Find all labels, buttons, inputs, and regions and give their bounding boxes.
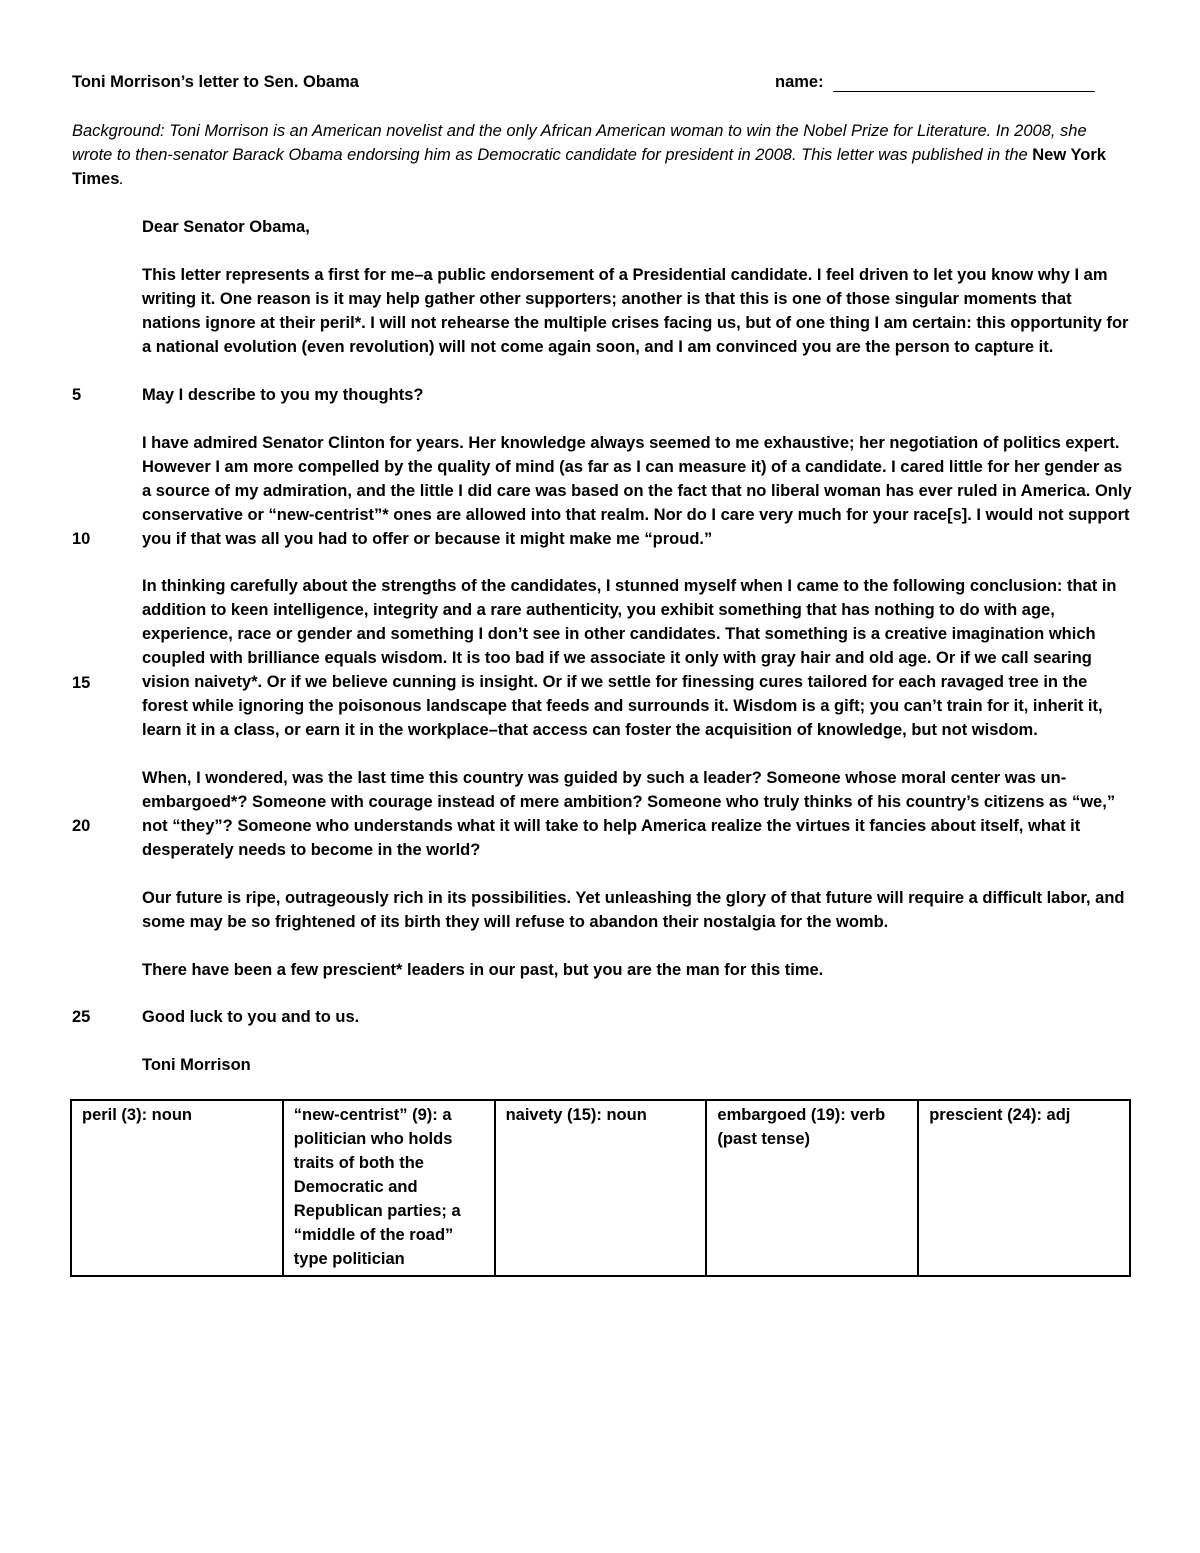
letter-paragraph: Good luck to you and to us.	[142, 1008, 360, 1026]
line-number: 10	[72, 530, 91, 548]
vocab-cell-peril[interactable]: peril (3): noun	[71, 1100, 283, 1276]
letter-salutation: Dear Senator Obama,	[142, 218, 310, 236]
line-number: 15	[72, 674, 91, 692]
background-note	[72, 119, 1112, 191]
name-label: name:	[775, 73, 824, 91]
worksheet-header	[72, 73, 1132, 95]
background-period: .	[119, 170, 124, 188]
name-field-line[interactable]	[833, 91, 1095, 92]
background-text: Background: Toni Morrison is an American novelist and the only African American woman to win the Nobel Prize for Literature. In 2008, she wrote to then-senator Barack Obama endorsing him as Democratic candidate for president in 2008. This letter was published in the	[72, 122, 1087, 164]
newspaper-name: New York Times	[72, 146, 1106, 188]
letter-paragraph: There have been a few prescient* leaders in our past, but you are the man for this time.	[142, 961, 824, 979]
letter-paragraph: This letter represents a first for me–a public endorsement of a Presidential candidate. I feel driven to let you know why I am writing it. One reason is it may help gather other supporters; another is that this is one of those singular moments that nations ignore at their peril*. I will not rehearse the multiple crises facing us, but of one thing I am certain: this opportunity for a national evolution (even revolution) will not come again soon, and I am convinced you are the person to capture it.	[142, 266, 1129, 356]
vocab-cell-prescient[interactable]: prescient (24): adj	[918, 1100, 1130, 1276]
line-number: 5	[72, 386, 82, 404]
vocab-cell-embargoed[interactable]: embargoed (19): verb (past tense)	[706, 1100, 918, 1276]
worksheet-title: Toni Morrison’s letter to Sen. Obama	[72, 73, 359, 91]
letter-paragraph: May I describe to you my thoughts?	[142, 386, 424, 404]
line-number: 25	[72, 1008, 91, 1026]
letter-paragraph: In thinking carefully about the strengths of the candidates, I stunned myself when I came to the following conclusion: that in addition to keen intelligence, integrity and a rare authenticity, you exhibit something that has nothing to do with age, experience, race or gender and something I don’t see in other candidates. That something is a creative imagination which coupled with brilliance equals wisdom. It is too bad if we associate it only with gray hair and old age. Or if we call searing vision naivety*. Or if we believe cunning is insight. Or if we settle for finessing cures tailored for each ravaged tree in the forest while ignoring the poisonous landscape that feeds and surrounds it. Wisdom is a gift; you can’t train for it, inherit it, learn it in a class, or earn it in the workplace–that access can foster the acquisition of knowledge, but not wisdom.	[142, 577, 1117, 739]
vocab-cell-naivety[interactable]: naivety (15): noun	[495, 1100, 707, 1276]
vocabulary-table	[70, 1099, 1131, 1277]
vocab-cell-new-centrist[interactable]: “new-centrist” (9): a politician who holds traits of both the Democratic and Republican parties; a “middle of the road” type politician	[283, 1100, 495, 1276]
letter-paragraph: When, I wondered, was the last time this country was guided by such a leader? Someone whose moral center was un-embargoed*? Someone with courage instead of mere ambition? Someone who truly thinks of his country’s citizens as “we,” not “they”? Someone who understands what it will take to help America realize the virtues it fancies about itself, what it desperately needs to become in the world?	[142, 769, 1116, 859]
letter-signature: Toni Morrison	[142, 1056, 251, 1074]
table-row	[71, 1100, 1130, 1276]
letter-paragraph: I have admired Senator Clinton for years. Her knowledge always seemed to me exhaustive; her negotiation of politics expert. However I am more compelled by the quality of mind (as far as I can measure it) of a candidate. I cared little for her gender as a source of my admiration, and the little I did care was based on the fact that no liberal woman has ever ruled in America. Only conservative or “new-centrist”* ones are allowed into that realm. Nor do I care very much for your race[s]. I would not support you if that was all you had to offer or because it might make me “proud.”	[142, 434, 1132, 548]
line-number: 20	[72, 817, 91, 835]
letter-paragraph: Our future is ripe, outrageously rich in its possibilities. Yet unleashing the glory of that future will require a difficult labor, and some may be so frightened of its birth they will refuse to abandon their nostalgia for the womb.	[142, 889, 1125, 931]
